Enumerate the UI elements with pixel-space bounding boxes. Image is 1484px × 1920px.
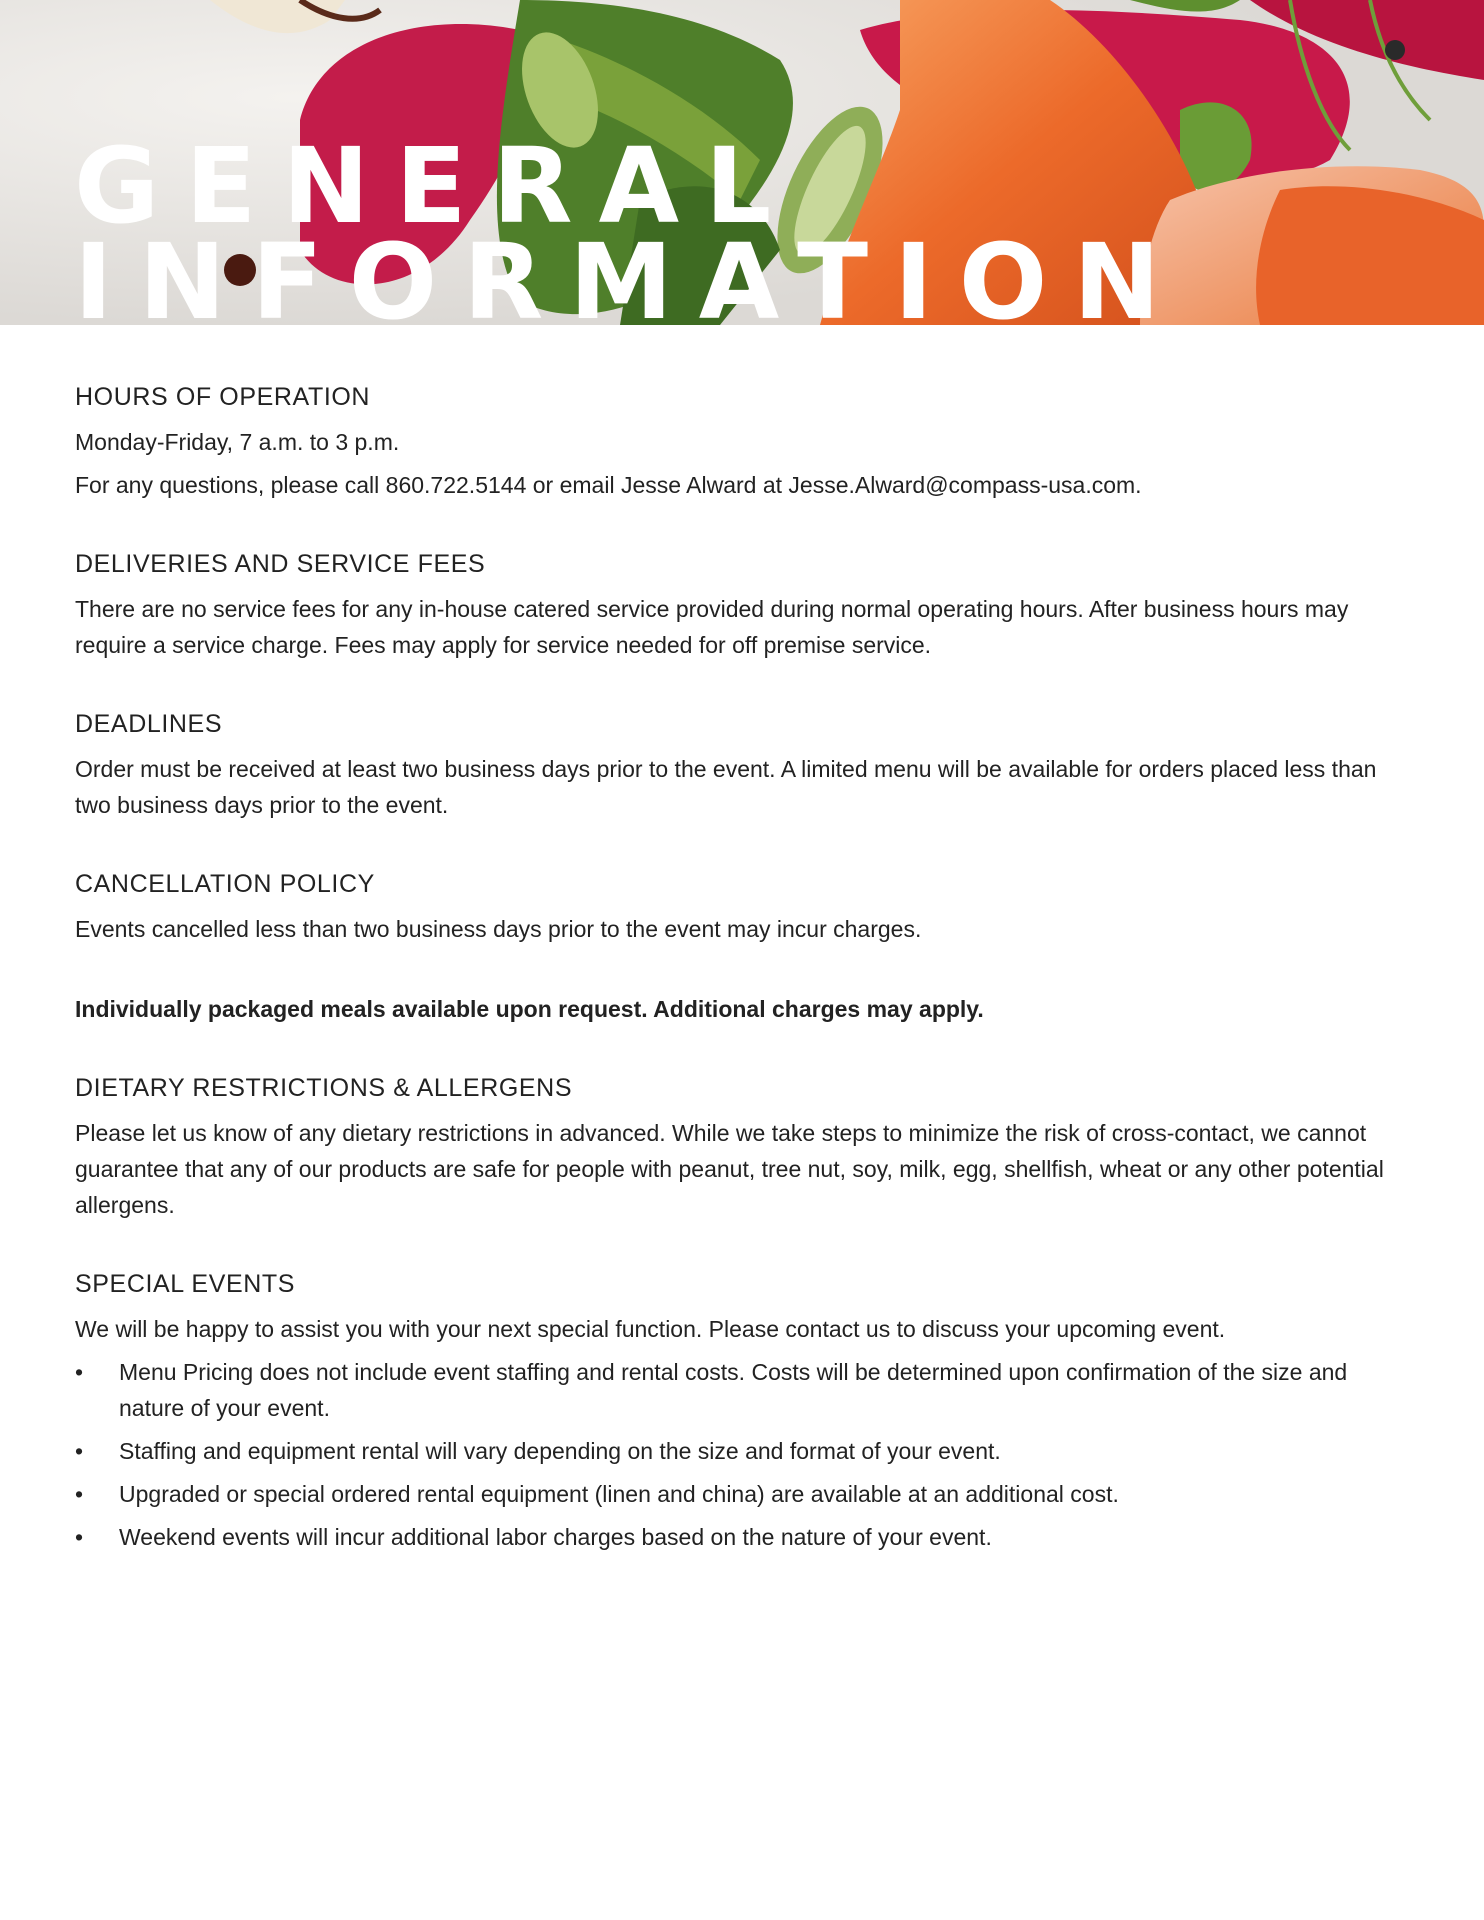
deliveries-section [75,547,1415,663]
hero-banner [0,0,1484,325]
section-paragraph: Please let us know of any dietary restrictions in advanced. While we take steps to minimize the risk of cross-contact, we cannot guarantee that any of our products are safe for people with peanut, tree nut, soy, milk, egg, shellfish, wheat or any other potential allergens. [75,1120,1384,1218]
contact-text: For any questions, please call 860.722.5144 or email Jesse Alward at Jesse.Alward@compass-usa.com. [75,472,1142,498]
list-item [75,1354,1415,1426]
hours-of-operation-section [75,380,1415,503]
packaged-meals-note: Individually packaged meals available upon request. Additional charges may apply. [75,996,984,1022]
list-item [75,1519,1415,1555]
title-line-2: INFORMATION [74,221,1187,325]
deadlines-section [75,707,1415,823]
section-paragraph: There are no service fees for any in-house catered service provided during normal operating hours. After business hours may require a service charge. Fees may apply for service needed for off premise service. [75,596,1349,658]
list-item-text: Staffing and equipment rental will vary depending on the size and format of your event. [119,1438,1001,1464]
section-paragraph: Order must be received at least two business days prior to the event. A limited menu will be available for orders placed less than two business days prior to the event. [75,756,1377,818]
list-item [75,1476,1415,1512]
dietary-section [75,1071,1415,1223]
special-events-list [75,1354,1415,1555]
cancellation-policy-section [75,867,1415,947]
special-events-intro: We will be happy to assist you with your next special function. Please contact us to discuss your upcoming event. [75,1316,1226,1342]
section-heading: DIETARY RESTRICTIONS & ALLERGENS [75,1074,573,1102]
bullet-icon: • [75,1524,84,1550]
list-item-text: Upgraded or special ordered rental equipment (linen and china) are available at an additional cost. [119,1481,1119,1507]
list-item [75,1433,1415,1469]
list-item-text: Weekend events will incur additional labor charges based on the nature of your event. [119,1524,992,1550]
hours-text: Monday-Friday, 7 a.m. to 3 p.m. [75,429,400,455]
section-heading: DELIVERIES AND SERVICE FEES [75,550,486,578]
section-heading: DEADLINES [75,710,223,738]
list-item-text: Menu Pricing does not include event staffing and rental costs. Costs will be determined upon confirmation of the size and nature of your event. [119,1359,1348,1421]
section-heading: SPECIAL EVENTS [75,1270,296,1298]
general-information-body [75,380,1415,1599]
bullet-icon: • [75,1481,84,1507]
title-line-1: GENERAL [74,125,798,247]
section-heading: CANCELLATION POLICY [75,870,375,898]
special-events-section [75,1267,1415,1555]
bullet-icon: • [75,1438,84,1464]
section-paragraph: Events cancelled less than two business days prior to the event may incur charges. [75,916,922,942]
page-title [74,125,1187,325]
bullet-icon: • [75,1359,84,1385]
section-heading: HOURS OF OPERATION [75,383,371,411]
